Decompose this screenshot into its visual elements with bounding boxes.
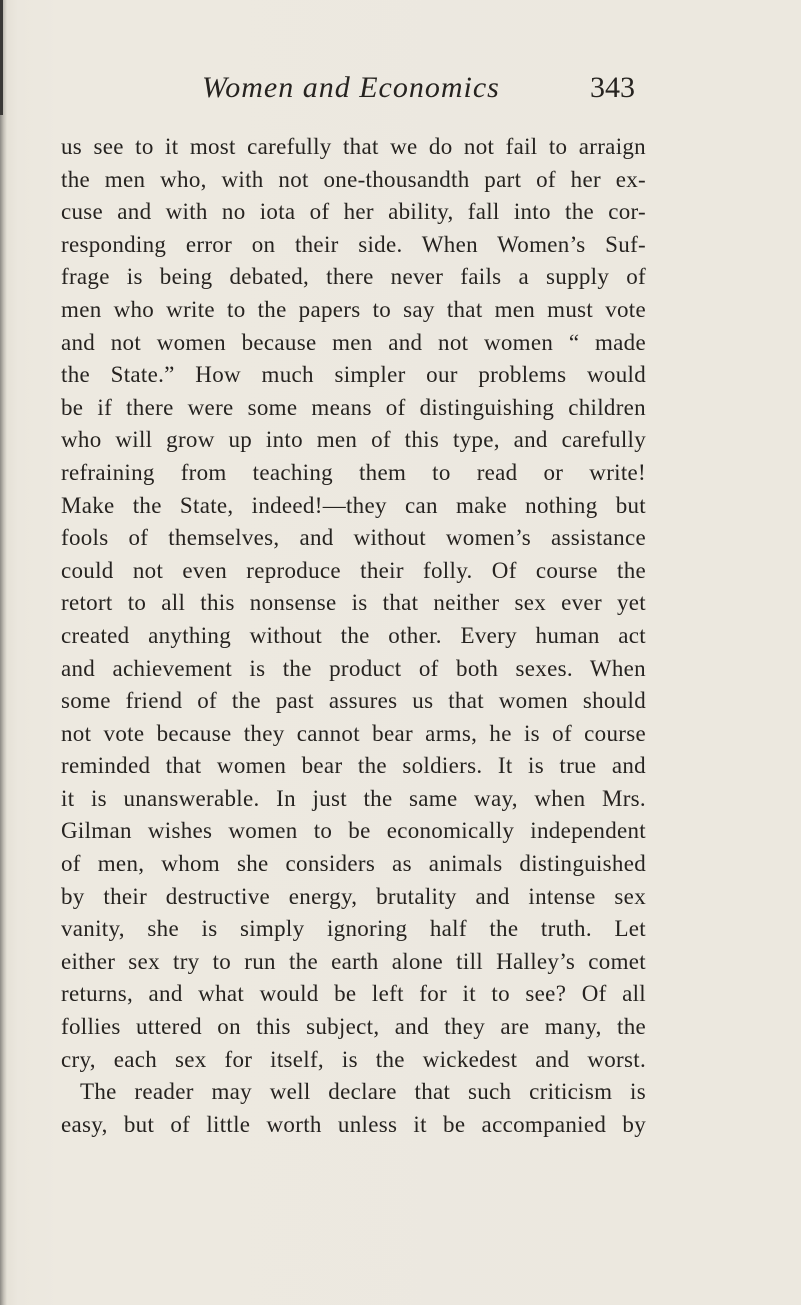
text-line: reminded that women bear the soldiers. It is true and <box>61 753 646 779</box>
text-line: either sex try to run the earth alone till Halley’s comet <box>61 948 646 974</box>
text-line: responding error on their side. When Women’s Suf- <box>61 231 646 257</box>
text-line: follies uttered on this subject, and they are many, the <box>61 1014 646 1040</box>
text-line: it is unanswerable. In just the same way, when Mrs. <box>61 785 646 811</box>
page-number: 343 <box>590 71 635 104</box>
text-line: fools of themselves, and without women’s assistance <box>61 525 646 551</box>
text-line: created anything without the other. Every human act <box>61 622 646 648</box>
text-line: Gilman wishes women to be economically independent <box>61 818 646 844</box>
text-line: returns, and what would be left for it to see? Of all <box>61 981 646 1007</box>
text-line: us see to it most carefully that we do not fail to arraign <box>61 134 646 159</box>
text-line: who will grow up into men of this type, and carefully <box>61 427 646 453</box>
text-line: Make the State, indeed!—they can make nothing but <box>61 492 646 518</box>
text-line: the men who, with not one-thousandth part of her ex- <box>61 166 646 192</box>
text-line: frage is being debated, there never fails a supply of <box>61 264 646 290</box>
text-line: could not even reproduce their folly. Of course the <box>61 557 646 583</box>
text-line: some friend of the past assures us that women should <box>61 688 646 714</box>
text-line: men who write to the papers to say that men must vote <box>61 296 646 322</box>
page-binding-edge <box>0 0 7 1305</box>
text-line: vanity, she is simply ignoring half the truth. Let <box>61 916 646 942</box>
running-title: Women and Economics <box>202 71 500 104</box>
text-line: retort to all this nonsense is that neither sex ever yet <box>61 590 646 616</box>
text-line: be if there were some means of distinguishing children <box>61 394 646 420</box>
text-line: and achievement is the product of both sexes. When <box>61 655 646 681</box>
text-line: of men, whom she considers as animals distinguished <box>61 851 646 877</box>
text-line: refraining from teaching them to read or write! <box>61 459 646 485</box>
body-text <box>61 131 646 1141</box>
text-line: easy, but of little worth unless it be accompanied by <box>61 1111 646 1137</box>
text-line: the State.” How much simpler our problems would <box>61 362 646 388</box>
text-line: cuse and with no iota of her ability, fall into the cor- <box>61 199 646 225</box>
running-head <box>0 68 801 108</box>
text-line: by their destructive energy, brutality and intense sex <box>61 883 646 909</box>
text-line: cry, each sex for itself, is the wickedest and worst. <box>61 1046 646 1072</box>
text-line: not vote because they cannot bear arms, he is of course <box>61 720 646 746</box>
text-line: and not women because men and not women “ made <box>61 329 646 355</box>
paragraph-start-line: The reader may well declare that such criticism is <box>80 1079 646 1105</box>
